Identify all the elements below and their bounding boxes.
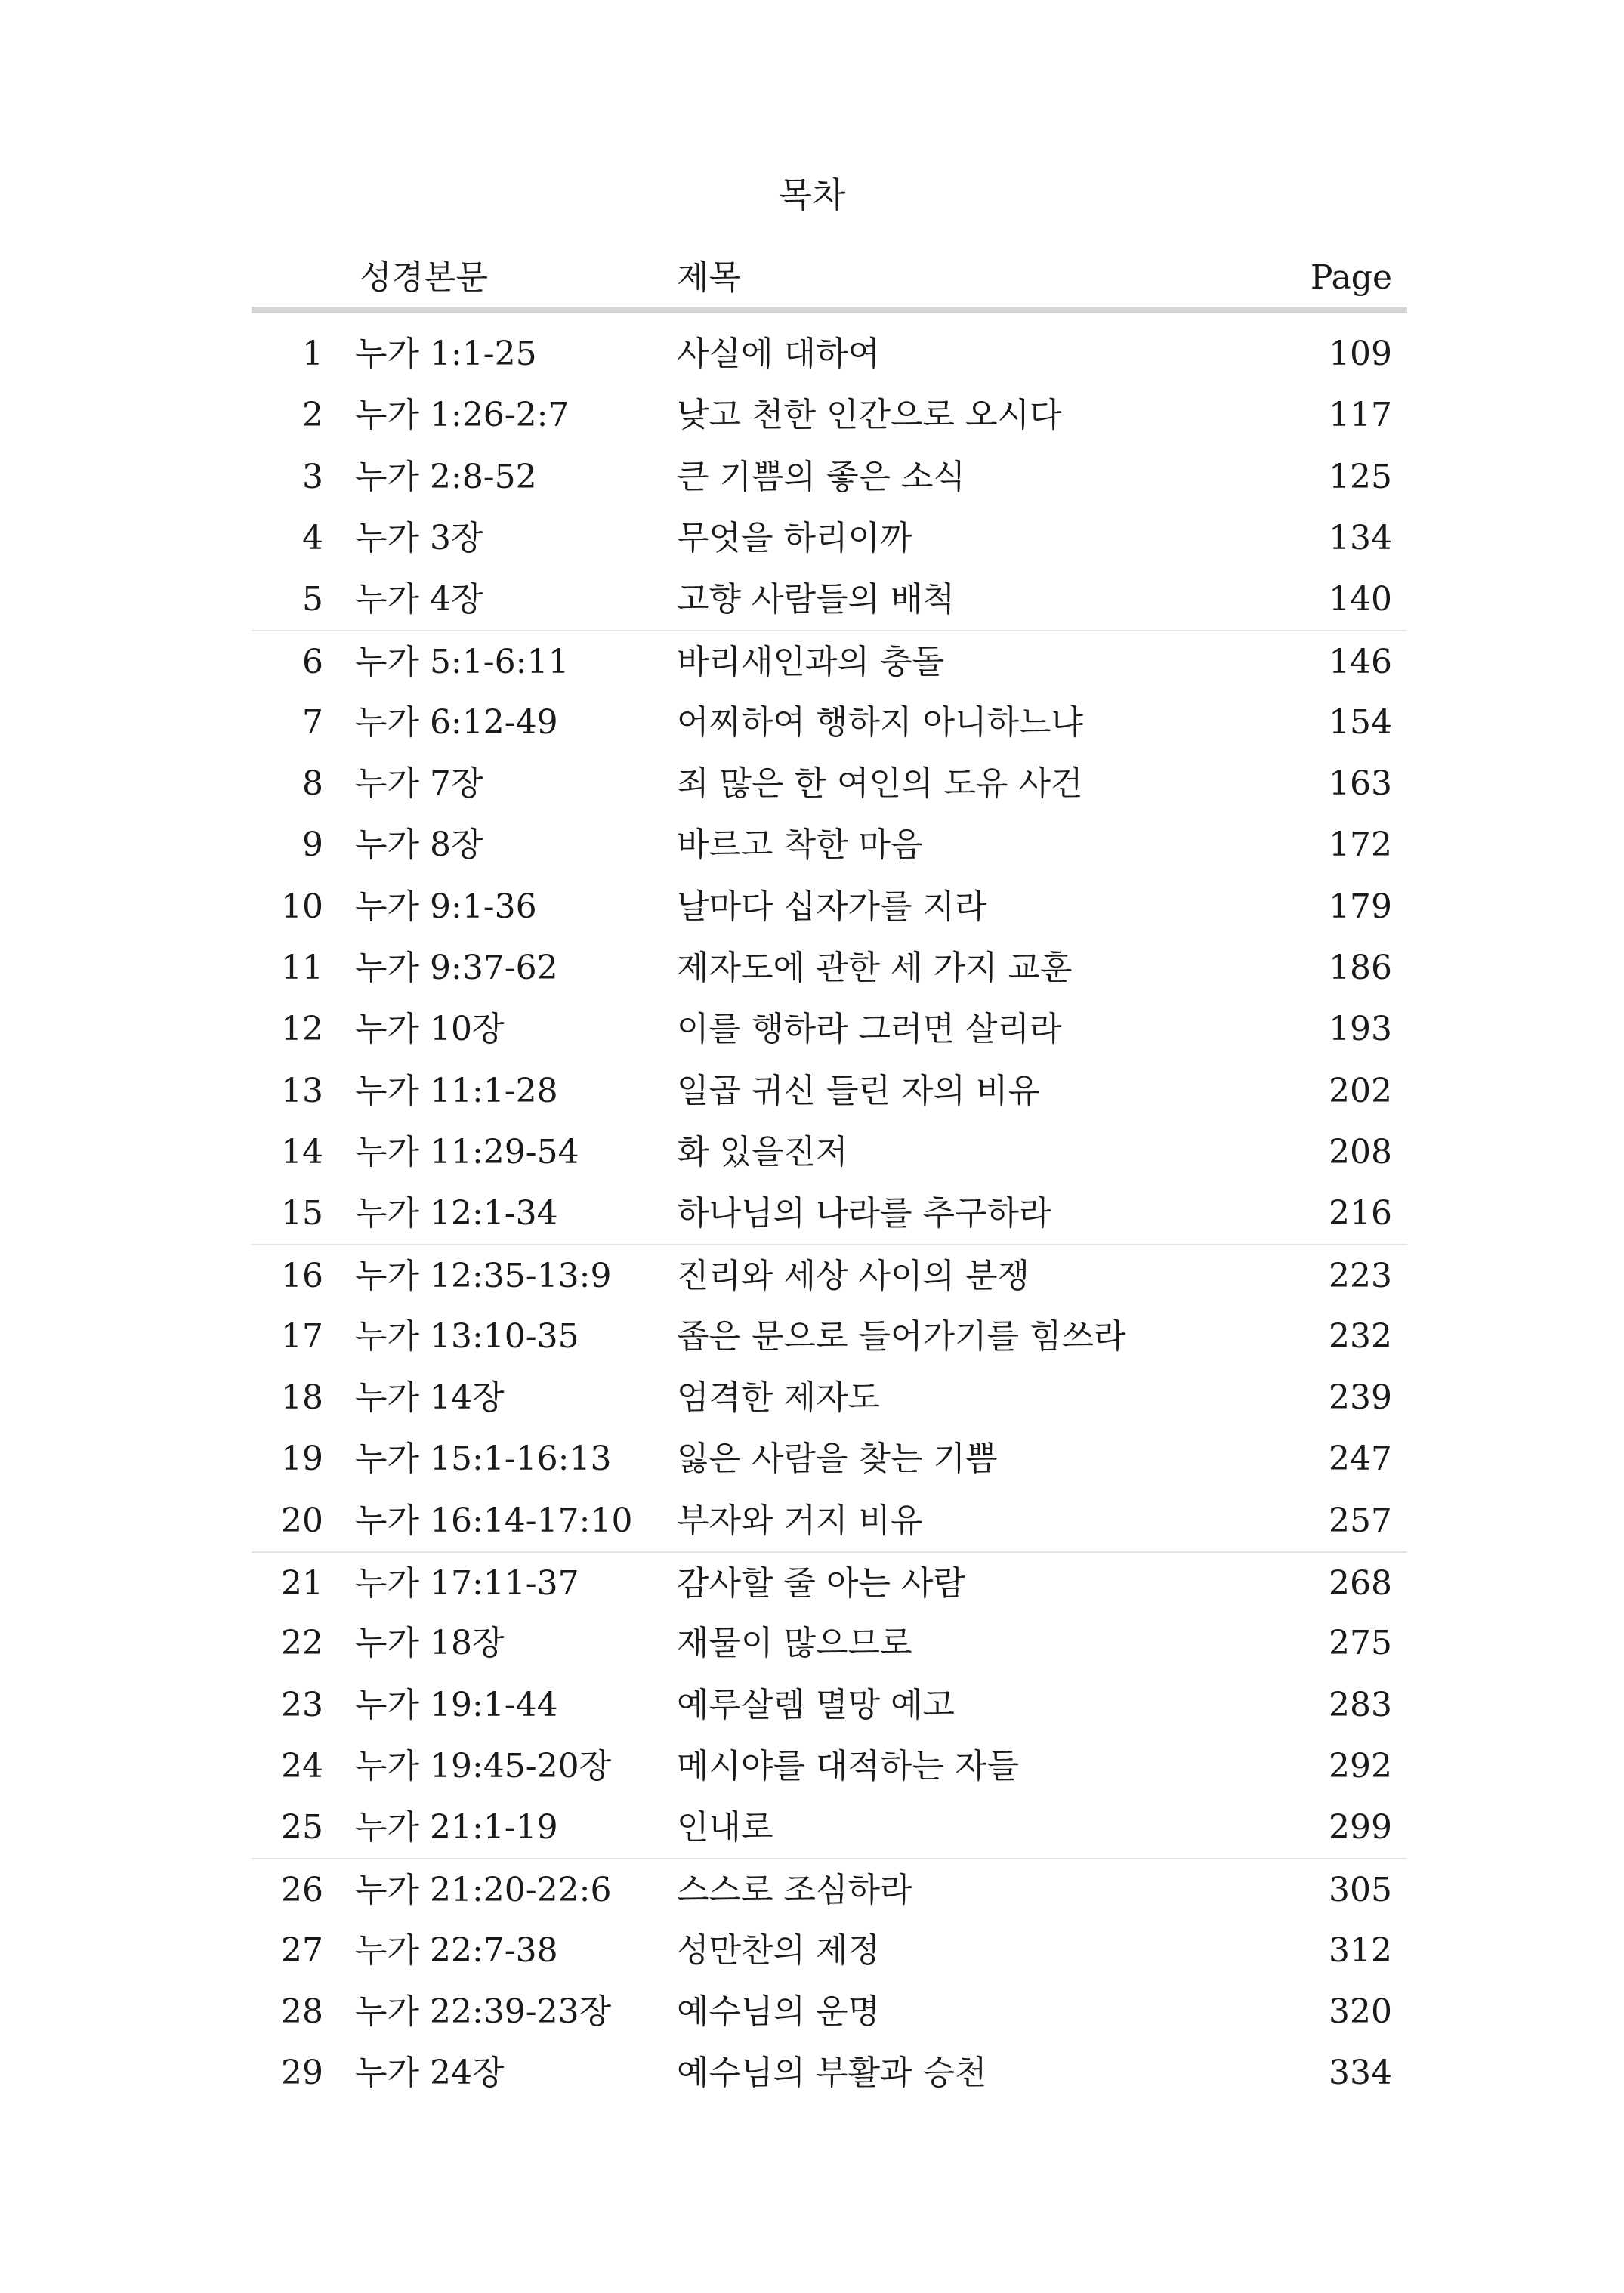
entry-title: 잃은 사람을 찾는 기쁨 (677, 1440, 998, 1479)
entry-title: 인내로 (677, 1808, 773, 1847)
entry-title: 좁은 문으로 들어가기를 힘쓰라 (677, 1316, 1126, 1356)
entry-passage: 누가 19:45-20장 (355, 1746, 612, 1785)
header-passage: 성경본문 (360, 258, 489, 297)
entry-title: 하나님의 나라를 추구하라 (677, 1194, 1051, 1233)
toc-row (252, 1551, 1407, 1613)
entry-number: 18 (281, 1378, 323, 1418)
toc-row (252, 814, 1407, 875)
entry-title: 진리와 세상 사이의 분쟁 (677, 1257, 1030, 1296)
toc-row (252, 569, 1407, 630)
entry-title: 스스로 조심하라 (677, 1871, 912, 1910)
entry-passage: 누가 2:8-52 (355, 457, 537, 496)
toc-row (252, 1858, 1407, 1919)
entry-passage: 누가 14장 (355, 1378, 505, 1418)
entry-page: 216 (1329, 1194, 1392, 1233)
entry-page: 305 (1329, 1871, 1392, 1910)
entry-page: 117 (1329, 396, 1392, 435)
entry-title: 부자와 거지 비유 (677, 1501, 923, 1540)
toc-row (252, 1183, 1407, 1244)
entry-passage: 누가 21:1-19 (355, 1808, 558, 1847)
toc-row (252, 753, 1407, 814)
entry-title: 화 있을진저 (677, 1132, 848, 1171)
entry-page: 134 (1329, 518, 1392, 557)
entry-page: 208 (1329, 1132, 1392, 1171)
entry-number: 25 (281, 1808, 323, 1847)
entry-page: 312 (1329, 1930, 1392, 1970)
entry-passage: 누가 11:29-54 (355, 1132, 579, 1171)
toc-row (252, 692, 1407, 753)
toc-row (252, 1306, 1407, 1367)
entry-number: 22 (281, 1624, 323, 1663)
entry-passage: 누가 10장 (355, 1010, 505, 1049)
entry-page: 275 (1329, 1624, 1392, 1663)
entry-title: 사실에 대하여 (677, 335, 881, 373)
toc-row (252, 1490, 1407, 1551)
toc-header (252, 249, 1407, 307)
entry-page: 292 (1329, 1746, 1392, 1785)
toc-row (252, 384, 1407, 446)
entry-page: 334 (1329, 2054, 1392, 2093)
header-page: Page (1310, 258, 1392, 297)
entry-page: 223 (1329, 1257, 1392, 1296)
toc-row (252, 446, 1407, 508)
entry-number: 11 (281, 948, 323, 987)
entry-number: 14 (281, 1132, 323, 1171)
entry-passage: 누가 12:1-34 (355, 1194, 558, 1233)
toc-row (252, 508, 1407, 569)
entry-passage: 누가 16:14-17:10 (355, 1501, 633, 1540)
entry-number: 10 (281, 887, 323, 926)
entry-passage: 누가 8장 (355, 826, 483, 865)
toc-row (252, 1797, 1407, 1858)
page-title: 목차 (778, 174, 846, 215)
entry-passage: 누가 9:37-62 (355, 948, 558, 987)
toc-row (252, 1674, 1407, 1736)
header-title: 제목 (677, 258, 742, 297)
toc-row (252, 1920, 1407, 1981)
entry-title: 큰 기쁨의 좋은 소식 (677, 457, 965, 496)
entry-number: 17 (281, 1316, 323, 1356)
entry-number: 19 (281, 1440, 323, 1479)
entry-number: 6 (302, 643, 323, 682)
entry-number: 7 (302, 702, 323, 742)
entry-passage: 누가 21:20-22:6 (355, 1871, 612, 1910)
toc-row (252, 1122, 1407, 1183)
entry-title: 재물이 많으므로 (677, 1624, 912, 1663)
entry-passage: 누가 11:1-28 (355, 1071, 558, 1110)
entry-title: 무엇을 하리이까 (677, 518, 912, 557)
entry-page: 179 (1329, 887, 1392, 926)
entry-title: 죄 많은 한 여인의 도유 사건 (677, 764, 1083, 804)
entry-title: 제자도에 관한 세 가지 교훈 (677, 948, 1073, 987)
entry-number: 9 (302, 826, 323, 865)
entry-number: 16 (281, 1257, 323, 1296)
entry-title: 바르고 착한 마음 (677, 826, 923, 865)
entry-title: 메시야를 대적하는 자들 (677, 1746, 1020, 1785)
entry-page: 140 (1329, 580, 1392, 619)
entry-passage: 누가 12:35-13:9 (355, 1257, 612, 1296)
entry-page: 232 (1329, 1316, 1392, 1356)
entry-number: 13 (281, 1071, 323, 1110)
entry-number: 24 (281, 1746, 323, 1785)
toc-row (252, 1244, 1407, 1305)
toc-row (252, 1613, 1407, 1674)
entry-page: 299 (1329, 1808, 1392, 1847)
entry-page: 247 (1329, 1440, 1392, 1479)
entry-number: 15 (281, 1194, 323, 1233)
entry-title: 고향 사람들의 배척 (677, 580, 956, 619)
toc-row (252, 1060, 1407, 1122)
entry-page: 172 (1329, 826, 1392, 865)
entry-title: 날마다 십자가를 지라 (677, 887, 987, 926)
entry-number: 5 (302, 580, 323, 619)
toc-row (252, 1736, 1407, 1797)
entry-number: 2 (302, 396, 323, 435)
entry-passage: 누가 1:26-2:7 (355, 396, 570, 435)
entry-number: 3 (302, 457, 323, 496)
entry-passage: 누가 9:1-36 (355, 887, 537, 926)
header-divider (252, 307, 1407, 313)
entry-passage: 누가 17:11-37 (355, 1563, 579, 1603)
entry-number: 29 (281, 2054, 323, 2093)
entry-number: 12 (281, 1010, 323, 1049)
toc-row (252, 876, 1407, 937)
entry-passage: 누가 18장 (355, 1624, 505, 1663)
entry-title: 예루살렘 멸망 예고 (677, 1685, 956, 1724)
entry-title: 감사할 줄 아는 사람 (677, 1563, 965, 1603)
entry-passage: 누가 22:39-23장 (355, 1992, 612, 2032)
entry-number: 23 (281, 1685, 323, 1724)
entry-passage: 누가 19:1-44 (355, 1685, 558, 1724)
toc-row (252, 1981, 1407, 2042)
entry-passage: 누가 6:12-49 (355, 702, 558, 742)
toc-row (252, 998, 1407, 1060)
entry-page: 109 (1329, 335, 1392, 373)
entry-page: 186 (1329, 948, 1392, 987)
table-of-contents (252, 249, 1407, 2104)
entry-number: 4 (302, 518, 323, 557)
entry-number: 21 (281, 1563, 323, 1603)
entry-title: 예수님의 운명 (677, 1992, 881, 2032)
entry-title: 예수님의 부활과 승천 (677, 2054, 987, 2093)
entry-page: 283 (1329, 1685, 1392, 1724)
entry-passage: 누가 1:1-25 (355, 335, 537, 373)
entry-title: 낮고 천한 인간으로 오시다 (677, 396, 1062, 435)
entry-number: 28 (281, 1992, 323, 2032)
entry-passage: 누가 24장 (355, 2054, 505, 2093)
entry-number: 8 (302, 764, 323, 804)
entry-page: 320 (1329, 1992, 1392, 2032)
entry-number: 20 (281, 1501, 323, 1540)
entry-title: 엄격한 제자도 (677, 1378, 881, 1418)
entry-page: 125 (1329, 457, 1392, 496)
entry-page: 163 (1329, 764, 1392, 804)
toc-row (252, 2042, 1407, 2103)
entry-passage: 누가 5:1-6:11 (355, 643, 570, 682)
entry-page: 193 (1329, 1010, 1392, 1049)
entry-page: 268 (1329, 1563, 1392, 1603)
entry-passage: 누가 4장 (355, 580, 483, 619)
entry-title: 이를 행하라 그러면 살리라 (677, 1010, 1062, 1049)
entry-title: 일곱 귀신 들린 자의 비유 (677, 1071, 1040, 1110)
entry-passage: 누가 15:1-16:13 (355, 1440, 612, 1479)
entry-number: 26 (281, 1871, 323, 1910)
entry-title: 성만찬의 제정 (677, 1930, 881, 1970)
entry-title: 바리새인과의 충돌 (677, 643, 945, 682)
entry-passage: 누가 7장 (355, 764, 483, 804)
entry-title: 어찌하여 행하지 아니하느냐 (677, 702, 1084, 742)
toc-row (252, 323, 1407, 384)
entry-page: 154 (1329, 702, 1392, 742)
toc-row (252, 1367, 1407, 1428)
entry-page: 257 (1329, 1501, 1392, 1540)
entry-page: 202 (1329, 1071, 1392, 1110)
entry-number: 27 (281, 1930, 323, 1970)
toc-row (252, 1428, 1407, 1489)
entry-page: 239 (1329, 1378, 1392, 1418)
entry-page: 146 (1329, 643, 1392, 682)
entry-passage: 누가 3장 (355, 518, 483, 557)
entry-number: 1 (302, 335, 323, 373)
entry-passage: 누가 13:10-35 (355, 1316, 579, 1356)
toc-row (252, 937, 1407, 998)
toc-row (252, 630, 1407, 691)
entry-passage: 누가 22:7-38 (355, 1930, 558, 1970)
